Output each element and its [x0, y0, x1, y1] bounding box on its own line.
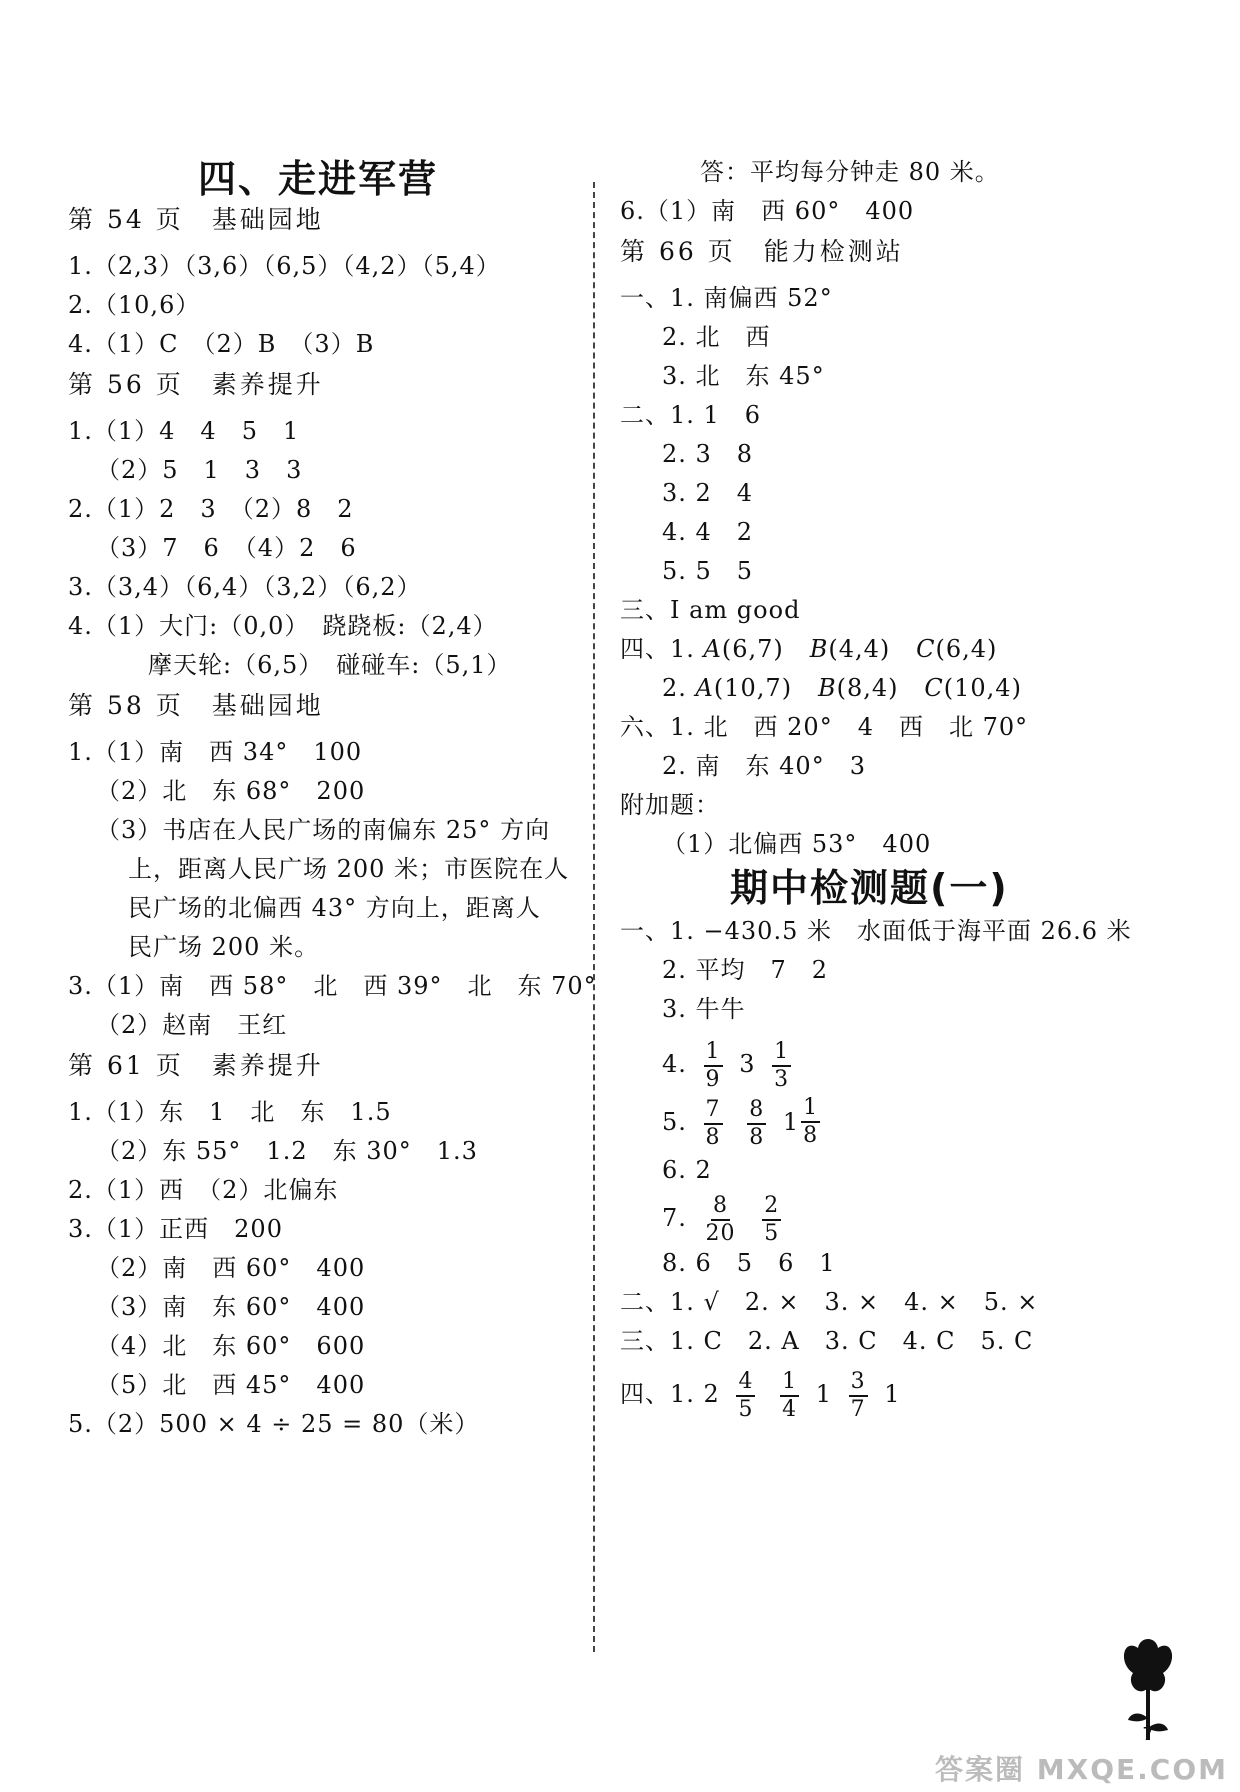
answer-line: 一、1. 南偏西 52° — [620, 284, 833, 312]
answer-line: 4.（1）大门:（0,0） 跷跷板:（2,4） — [68, 612, 498, 640]
answer-line: 2. 3 8 — [662, 440, 754, 468]
answer-line: 一、1. −430.5 米 水面低于海平面 26.6 米 — [620, 917, 1132, 945]
page-number: 7 — [1142, 1724, 1154, 1745]
point-label: A — [703, 635, 722, 663]
numerator: 8 — [747, 1097, 766, 1125]
denominator: 5 — [764, 1220, 780, 1246]
answer-line: 6.（1）南 西 60° 400 — [620, 197, 915, 225]
point-label: A — [695, 674, 714, 702]
answer-line: 3. 牛牛 — [662, 995, 746, 1023]
point-value: (8,4) — [836, 674, 899, 702]
denominator: 8 — [705, 1124, 721, 1150]
answer-line: （4）北 东 60° 600 — [96, 1332, 366, 1360]
value: 1 — [884, 1380, 901, 1408]
item-label: 四、1. — [620, 635, 695, 663]
answer-line: 1.（2,3）（3,6）（6,5）（4,2）（5,4） — [68, 252, 501, 280]
page-61-heading: 第 61 页 素养提升 — [68, 1051, 324, 1080]
numerator: 3 — [849, 1369, 868, 1397]
numerator: 7 — [704, 1097, 723, 1125]
answer-line: （2）5 1 3 3 — [96, 456, 303, 484]
denominator: 8 — [803, 1123, 819, 1148]
answer-line: 2.（1）2 3 （2）8 2 — [68, 495, 354, 523]
answer-line-fractions — [620, 1366, 901, 1423]
fraction — [704, 1097, 723, 1151]
answer-line: 民广场的北偏西 43° 方向上，距离人 — [128, 894, 541, 922]
answer-line: （2）东 55° 1.2 东 30° 1.3 — [96, 1137, 478, 1165]
numerator: 4 — [736, 1369, 755, 1397]
numerator: 1 — [704, 1039, 723, 1067]
bonus-heading: 附加题： — [620, 791, 720, 819]
denominator: 20 — [705, 1220, 736, 1246]
answer-line: 1.（1）东 1 北 东 1.5 — [68, 1098, 392, 1126]
denominator: 9 — [705, 1066, 721, 1092]
answer-line: 5. 5 5 — [662, 557, 754, 585]
answer-line: （3）书店在人民广场的南偏东 25° 方向 — [96, 816, 551, 844]
answer-line: 民广场 200 米。 — [128, 933, 320, 961]
answer-line: 2. 平均 7 2 — [662, 956, 829, 984]
item-label: 4. — [662, 1050, 687, 1078]
answer-line: （1）北偏西 53° 400 — [662, 830, 932, 858]
answer-line: 3.（1）南 西 58° 北 西 39° 北 东 70° — [68, 972, 597, 1000]
answer-line-coordinates — [620, 634, 997, 664]
answer-line: （5）北 西 45° 400 — [96, 1371, 366, 1399]
answer-line: 六、1. 北 西 20° 4 西 北 70° — [620, 713, 1029, 741]
page-54-heading: 第 54 页 基础园地 — [68, 205, 324, 234]
answer-line: 答：平均每分钟走 80 米。 — [700, 158, 1000, 186]
page-56-heading: 第 56 页 素养提升 — [68, 370, 324, 399]
value: 3 — [739, 1050, 756, 1078]
fraction — [704, 1039, 723, 1093]
point-label: C — [924, 674, 944, 702]
answer-line: 6. 2 — [662, 1156, 712, 1184]
fraction — [736, 1369, 755, 1423]
answer-line: （3）南 东 60° 400 — [96, 1293, 366, 1321]
answer-line: 8. 6 5 6 1 — [662, 1249, 836, 1277]
fraction — [780, 1369, 799, 1423]
item-label: 7. — [662, 1204, 687, 1232]
fraction — [772, 1039, 791, 1093]
denominator: 4 — [782, 1396, 798, 1422]
answer-line: 2.（10,6） — [68, 291, 201, 319]
fraction — [704, 1193, 738, 1247]
answer-line: 4. 4 2 — [662, 518, 754, 546]
numerator: 1 — [772, 1039, 791, 1067]
item-label: 2. — [662, 674, 687, 702]
column-divider — [593, 182, 595, 1652]
answer-line-coordinates — [662, 673, 1022, 703]
fraction — [762, 1193, 781, 1247]
answer-line: 上，距离人民广场 200 米；市医院在人 — [128, 855, 570, 883]
section-title-midterm-test: 期中检测题(一) — [730, 866, 1009, 910]
fraction — [801, 1095, 820, 1149]
section-title-military-camp: 四、走进军营 — [198, 157, 439, 201]
watermark-logo: 答案圈 MXQE.COM — [935, 1753, 1228, 1786]
denominator: 5 — [738, 1396, 754, 1422]
fraction — [747, 1097, 766, 1151]
denominator: 8 — [749, 1124, 765, 1150]
answer-line: 2. 北 西 — [662, 323, 771, 351]
answer-line: 二、1. 1 6 — [620, 401, 762, 429]
answer-line: 2.（1）西 （2）北偏东 — [68, 1176, 339, 1204]
point-label: B — [817, 674, 837, 702]
answer-line-choices: 三、1. C 2. A 3. C 4. C 5. C — [620, 1327, 1034, 1355]
answer-line: 3. 2 4 — [662, 479, 754, 507]
denominator: 3 — [774, 1066, 790, 1092]
point-value: (10,4) — [943, 674, 1022, 702]
value: 1 — [815, 1380, 832, 1408]
point-value: (6,7) — [721, 635, 784, 663]
point-value: (6,4) — [935, 635, 998, 663]
numerator: 8 — [711, 1193, 730, 1221]
answer-line: 2. 南 东 40° 3 — [662, 752, 866, 780]
answer-line-fractions — [662, 1190, 789, 1247]
point-value: (10,7) — [713, 674, 793, 702]
answer-line: 5.（2）500 × 4 ÷ 25 = 80（米） — [68, 1410, 480, 1438]
numerator: 1 — [780, 1369, 799, 1397]
flower-decoration-icon — [1108, 1628, 1188, 1752]
point-label: B — [809, 635, 829, 663]
item-label: 5. — [662, 1108, 687, 1136]
whole-part: 1 — [782, 1108, 800, 1136]
answer-line-fractions — [662, 1036, 799, 1093]
answer-line: 3.（1）正西 200 — [68, 1215, 283, 1243]
item-label: 四、1. 2 — [620, 1380, 720, 1408]
answer-line: （2）南 西 60° 400 — [96, 1254, 366, 1282]
answer-line: （3）7 6 （4）2 6 — [96, 534, 357, 562]
mixed-number — [783, 1094, 828, 1150]
answer-line: （2）赵南 王红 — [96, 1011, 288, 1039]
answer-line: 摩天轮:（6,5） 碰碰车:（5,1） — [148, 651, 512, 679]
numerator: 2 — [762, 1193, 781, 1221]
answer-line: 3.（3,4）（6,4）（3,2）（6,2） — [68, 573, 422, 601]
answer-line: 4.（1）C （2）B （3）B — [68, 330, 375, 358]
page-58-heading: 第 58 页 基础园地 — [68, 691, 324, 720]
answer-line: 三、I am good — [620, 596, 801, 624]
point-value: (4,4) — [828, 635, 891, 663]
answer-line: （2）北 东 68° 200 — [96, 777, 366, 805]
answer-line: 1.（1）南 西 34° 100 — [68, 738, 363, 766]
answer-line: 3. 北 东 45° — [662, 362, 825, 390]
point-label: C — [916, 635, 936, 663]
answer-line-fractions — [662, 1094, 828, 1151]
numerator: 1 — [801, 1095, 820, 1123]
denominator: 7 — [850, 1396, 866, 1422]
answer-line-true-false: 二、1. √ 2. × 3. × 4. × 5. × — [620, 1288, 1039, 1316]
answer-line: 1.（1）4 4 5 1 — [68, 417, 300, 445]
fraction — [849, 1369, 868, 1423]
page-66-heading: 第 66 页 能力检测站 — [620, 237, 904, 266]
